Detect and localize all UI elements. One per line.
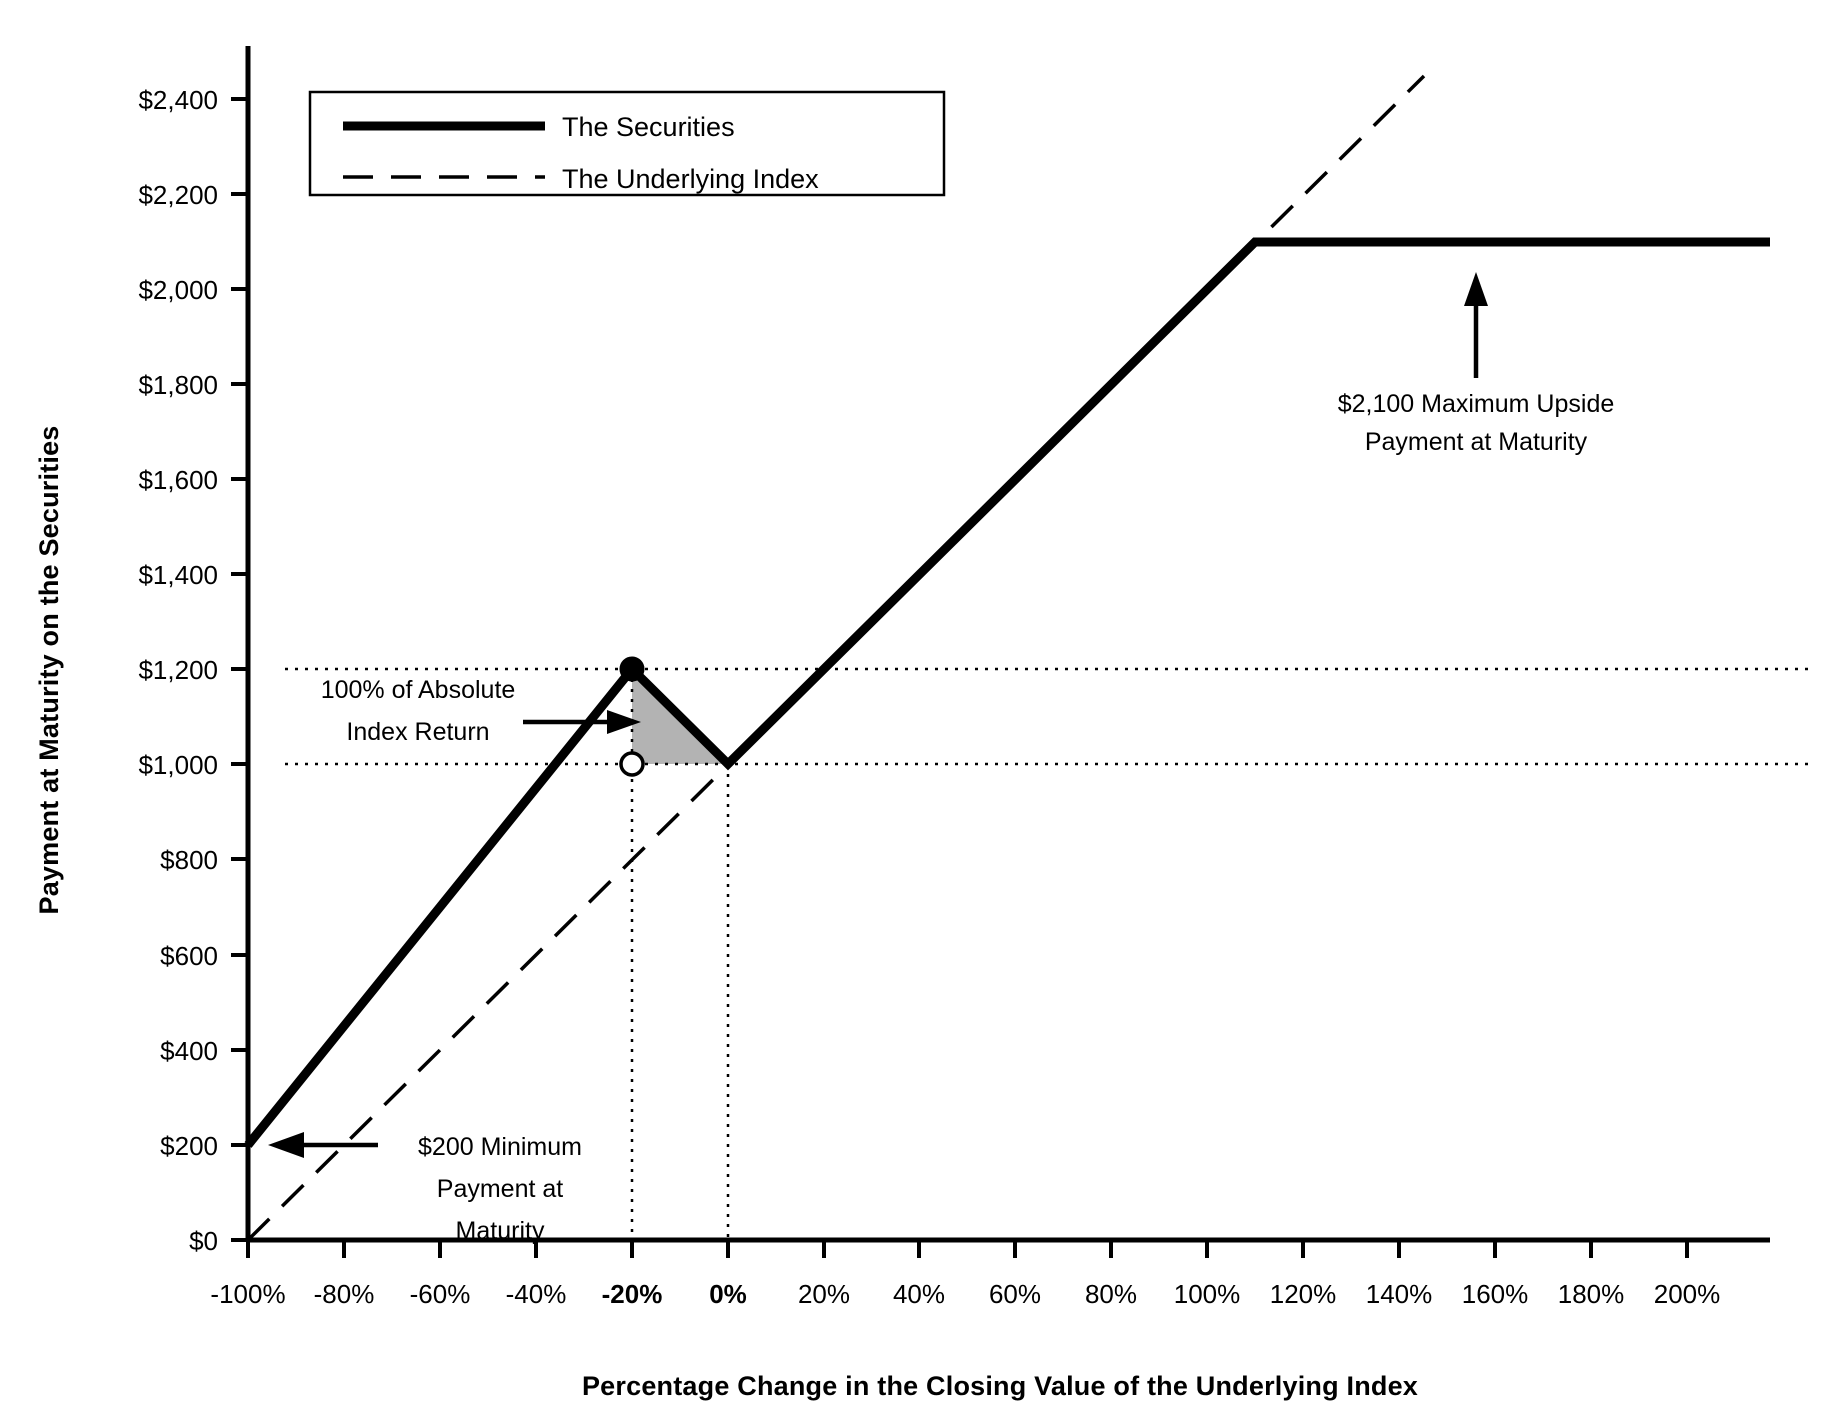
y-tick-label: $0 <box>189 1226 218 1256</box>
annotation-line: $2,100 Maximum Upside <box>1337 390 1615 418</box>
x-tick-label: 20% <box>797 1279 851 1309</box>
annotation-max-upside <box>1338 390 1615 456</box>
y-tick-label: $1,000 <box>138 750 218 780</box>
y-tick-label: $600 <box>160 941 218 971</box>
x-tick-label: 120% <box>1269 1279 1337 1309</box>
x-tick-label: 140% <box>1365 1279 1433 1309</box>
y-tick-label: $400 <box>160 1036 218 1066</box>
x-tick-label: 160% <box>1461 1279 1529 1309</box>
annotation-line: 100% of Absolute <box>320 676 516 704</box>
x-tick-label: 180% <box>1557 1279 1625 1309</box>
y-tick-label: $1,600 <box>138 465 218 495</box>
annotation-min-payment <box>418 1133 582 1245</box>
y-tick-label: $200 <box>160 1131 218 1161</box>
y-axis-title: Payment at Maturity on the Securities <box>34 425 64 915</box>
x-axis-title: Percentage Change in the Closing Value of the Underlying Index <box>581 1371 1419 1401</box>
x-tick-label: 40% <box>892 1279 946 1309</box>
legend-label-underlying-index: The Underlying Index <box>562 164 819 194</box>
annotation-line: $200 Minimum <box>418 1133 582 1161</box>
annotation-line: Index Return <box>346 718 490 746</box>
x-tick-label: 0% <box>709 1279 747 1309</box>
x-tick-label: -80% <box>313 1279 375 1309</box>
x-tick-label: -60% <box>409 1279 471 1309</box>
x-tick-label: 60% <box>988 1279 1042 1309</box>
y-tick-label: $2,000 <box>138 275 218 305</box>
legend-label-securities: The Securities <box>562 112 735 142</box>
y-tick-label: $1,800 <box>138 370 218 400</box>
x-axis-tick-labels <box>210 1279 1720 1309</box>
x-tick-label: -20% <box>601 1279 663 1309</box>
y-tick-label: $2,400 <box>138 85 218 115</box>
y-axis-tick-labels <box>138 85 218 1256</box>
annotation-line: Maturity <box>455 1217 545 1245</box>
x-tick-label: 80% <box>1084 1279 1138 1309</box>
annotation-absolute-return <box>321 676 516 746</box>
y-tick-label: $1,400 <box>138 560 218 590</box>
x-tick-label: 200% <box>1653 1279 1721 1309</box>
x-tick-label: 100% <box>1173 1279 1241 1309</box>
x-tick-label: -40% <box>505 1279 567 1309</box>
y-tick-label: $1,200 <box>138 655 218 685</box>
annotation-line: Payment at Maturity <box>1364 428 1588 456</box>
annotation-line: Payment at <box>436 1175 564 1203</box>
x-tick-label: -100% <box>210 1279 286 1309</box>
y-tick-label: $800 <box>160 845 218 875</box>
y-tick-label: $2,200 <box>138 180 218 210</box>
